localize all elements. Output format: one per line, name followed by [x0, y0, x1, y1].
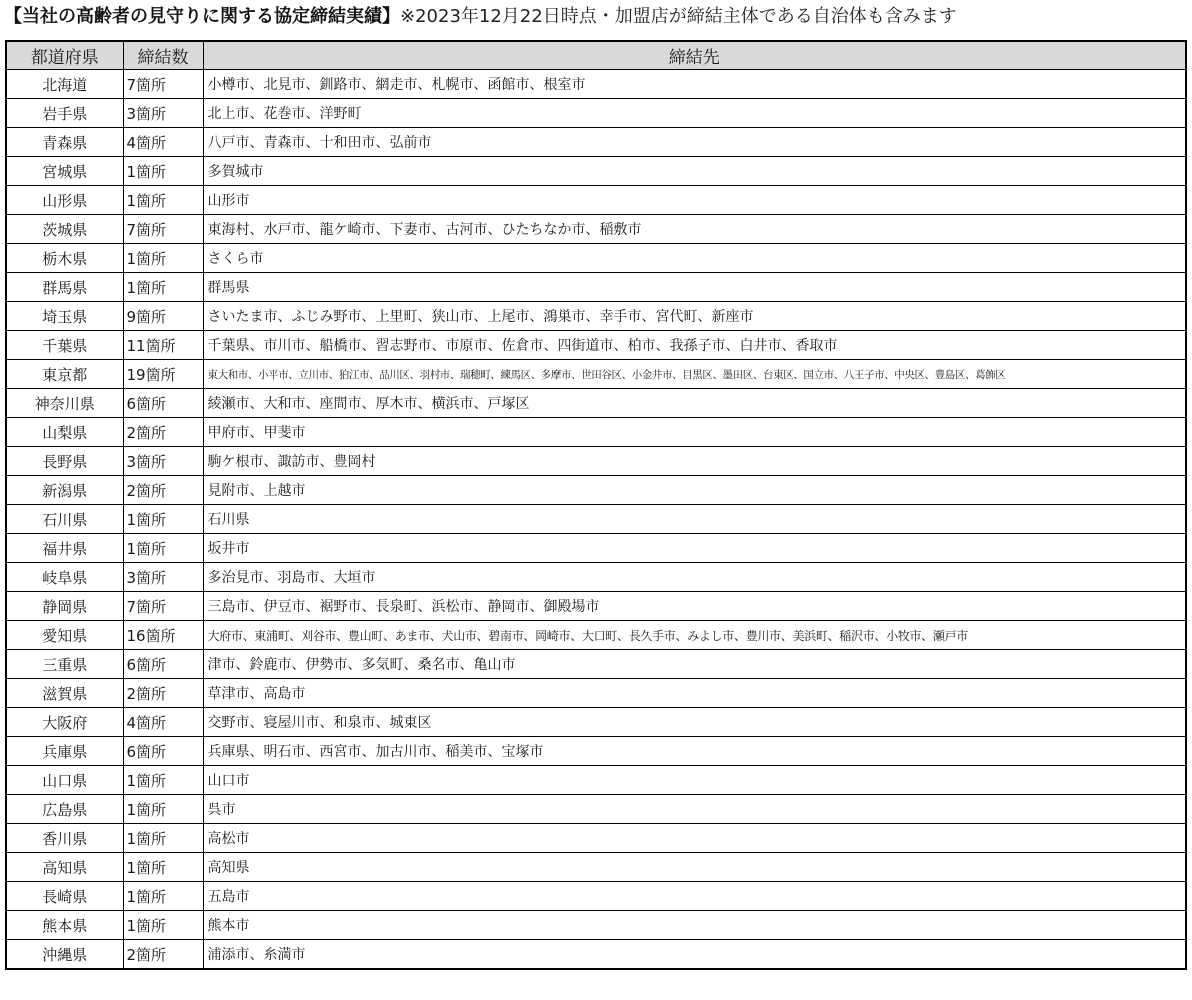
prefecture-cell: 滋賀県: [6, 679, 123, 708]
prefecture-cell: 岩手県: [6, 99, 123, 128]
partners-cell: 五島市: [203, 882, 1186, 911]
prefecture-cell: 福井県: [6, 534, 123, 563]
table-row: [6, 708, 1186, 737]
prefecture-cell: 岐阜県: [6, 563, 123, 592]
count-cell: 7箇所: [123, 215, 203, 244]
count-cell: 7箇所: [123, 70, 203, 99]
prefecture-cell: 埼玉県: [6, 302, 123, 331]
partners-cell: 高松市: [203, 824, 1186, 853]
count-cell: 4箇所: [123, 128, 203, 157]
count-cell: 2箇所: [123, 679, 203, 708]
count-cell: 7箇所: [123, 592, 203, 621]
table-row: [6, 940, 1186, 970]
prefecture-cell: 高知県: [6, 853, 123, 882]
prefecture-cell: 新潟県: [6, 476, 123, 505]
prefecture-cell: 茨城県: [6, 215, 123, 244]
prefecture-cell: 宮城県: [6, 157, 123, 186]
table-row: [6, 592, 1186, 621]
table-row: [6, 563, 1186, 592]
partners-cell: 交野市、寝屋川市、和泉市、城東区: [203, 708, 1186, 737]
prefecture-cell: 千葉県: [6, 331, 123, 360]
count-cell: 6箇所: [123, 737, 203, 766]
prefecture-cell: 北海道: [6, 70, 123, 99]
table-row: [6, 389, 1186, 418]
prefecture-cell: 大阪府: [6, 708, 123, 737]
prefecture-cell: 青森県: [6, 128, 123, 157]
count-cell: 3箇所: [123, 447, 203, 476]
count-cell: 1箇所: [123, 911, 203, 940]
count-cell: 9箇所: [123, 302, 203, 331]
table-row: [6, 447, 1186, 476]
partners-cell: 石川県: [203, 505, 1186, 534]
partners-cell: 甲府市、甲斐市: [203, 418, 1186, 447]
prefecture-cell: 長野県: [6, 447, 123, 476]
table-row: [6, 476, 1186, 505]
partners-cell: 多治見市、羽島市、大垣市: [203, 563, 1186, 592]
partners-cell: 東大和市、小平市、立川市、狛江市、品川区、羽村市、瑞穂町、練馬区、多摩市、世田谷区、小金井市、目黒区、墨田区、台東区、国立市、八王子市、中央区、豊島区、葛飾区: [203, 360, 1186, 389]
prefecture-cell: 長崎県: [6, 882, 123, 911]
partners-cell: 北上市、花巻市、洋野町: [203, 99, 1186, 128]
table-row: [6, 534, 1186, 563]
header-count: 締結数: [123, 41, 203, 70]
table-row: [6, 302, 1186, 331]
prefecture-cell: 山口県: [6, 766, 123, 795]
table-row: [6, 650, 1186, 679]
count-cell: 1箇所: [123, 505, 203, 534]
table-header: [6, 41, 1186, 70]
partners-cell: 高知県: [203, 853, 1186, 882]
prefecture-cell: 山形県: [6, 186, 123, 215]
prefecture-cell: 香川県: [6, 824, 123, 853]
table-row: [6, 882, 1186, 911]
count-cell: 1箇所: [123, 882, 203, 911]
partners-cell: 坂井市: [203, 534, 1186, 563]
prefecture-cell: 神奈川県: [6, 389, 123, 418]
count-cell: 16箇所: [123, 621, 203, 650]
prefecture-cell: 沖縄県: [6, 940, 123, 970]
partners-cell: 小樽市、北見市、釧路市、網走市、札幌市、函館市、根室市: [203, 70, 1186, 99]
table-row: [6, 679, 1186, 708]
count-cell: 6箇所: [123, 389, 203, 418]
prefecture-cell: 山梨県: [6, 418, 123, 447]
count-cell: 1箇所: [123, 186, 203, 215]
prefecture-cell: 群馬県: [6, 273, 123, 302]
table-row: [6, 186, 1186, 215]
count-cell: 11箇所: [123, 331, 203, 360]
partners-cell: 兵庫県、明石市、西宮市、加古川市、稲美市、宝塚市: [203, 737, 1186, 766]
header-prefecture: 都道府県: [6, 41, 123, 70]
prefecture-cell: 東京都: [6, 360, 123, 389]
count-cell: 2箇所: [123, 476, 203, 505]
prefecture-cell: 石川県: [6, 505, 123, 534]
table-row: [6, 737, 1186, 766]
table-row: [6, 360, 1186, 389]
header-partners: 締結先: [203, 41, 1186, 70]
count-cell: 1箇所: [123, 244, 203, 273]
partners-cell: 駒ケ根市、諏訪市、豊岡村: [203, 447, 1186, 476]
table-row: [6, 621, 1186, 650]
table-row: [6, 99, 1186, 128]
table-row: [6, 853, 1186, 882]
table-row: [6, 70, 1186, 99]
prefecture-cell: 栃木県: [6, 244, 123, 273]
count-cell: 1箇所: [123, 853, 203, 882]
partners-cell: 多賀城市: [203, 157, 1186, 186]
partners-cell: 草津市、高島市: [203, 679, 1186, 708]
count-cell: 1箇所: [123, 157, 203, 186]
partners-cell: 東海村、水戸市、龍ケ崎市、下妻市、古河市、ひたちなか市、稲敷市: [203, 215, 1186, 244]
partners-cell: 山形市: [203, 186, 1186, 215]
count-cell: 1箇所: [123, 795, 203, 824]
count-cell: 2箇所: [123, 940, 203, 970]
count-cell: 1箇所: [123, 273, 203, 302]
table-row: [6, 795, 1186, 824]
count-cell: 2箇所: [123, 418, 203, 447]
document-note: ※2023年12月22日時点・加盟店が締結主体である自治体も含みます: [400, 6, 957, 27]
count-cell: 4箇所: [123, 708, 203, 737]
table-row: [6, 244, 1186, 273]
partners-cell: 綾瀬市、大和市、座間市、厚木市、横浜市、戸塚区: [203, 389, 1186, 418]
partners-cell: 呉市: [203, 795, 1186, 824]
prefecture-cell: 広島県: [6, 795, 123, 824]
partners-cell: 津市、鈴鹿市、伊勢市、多気町、桑名市、亀山市: [203, 650, 1186, 679]
table-row: [6, 215, 1186, 244]
partners-cell: 群馬県: [203, 273, 1186, 302]
table-row: [6, 128, 1186, 157]
document-title: 【当社の高齢者の見守りに関する協定締結実績】: [4, 6, 400, 27]
prefecture-cell: 愛知県: [6, 621, 123, 650]
prefecture-cell: 静岡県: [6, 592, 123, 621]
partners-cell: 山口市: [203, 766, 1186, 795]
table-row: [6, 505, 1186, 534]
prefecture-cell: 熊本県: [6, 911, 123, 940]
partners-cell: さくら市: [203, 244, 1186, 273]
partners-cell: 千葉県、市川市、船橋市、習志野市、市原市、佐倉市、四街道市、柏市、我孫子市、白井市、香取市: [203, 331, 1186, 360]
table-header-row: [6, 41, 1186, 70]
table-row: [6, 766, 1186, 795]
count-cell: 1箇所: [123, 534, 203, 563]
count-cell: 1箇所: [123, 766, 203, 795]
partners-cell: 浦添市、糸満市: [203, 940, 1186, 970]
prefecture-cell: 兵庫県: [6, 737, 123, 766]
table-row: [6, 157, 1186, 186]
agreement-table: [5, 40, 1187, 970]
count-cell: 1箇所: [123, 824, 203, 853]
table-row: [6, 273, 1186, 302]
count-cell: 3箇所: [123, 563, 203, 592]
partners-cell: 大府市、東浦町、刈谷市、豊山町、あま市、犬山市、碧南市、岡崎市、大口町、長久手市、みよし市、豊川市、美浜町、稲沢市、小牧市、瀬戸市: [203, 621, 1186, 650]
document-heading: [4, 2, 957, 36]
partners-cell: 三島市、伊豆市、裾野市、長泉町、浜松市、静岡市、御殿場市: [203, 592, 1186, 621]
prefecture-cell: 三重県: [6, 650, 123, 679]
table-row: [6, 911, 1186, 940]
count-cell: 6箇所: [123, 650, 203, 679]
count-cell: 3箇所: [123, 99, 203, 128]
count-cell: 19箇所: [123, 360, 203, 389]
partners-cell: 見附市、上越市: [203, 476, 1186, 505]
partners-cell: さいたま市、ふじみ野市、上里町、狭山市、上尾市、鴻巣市、幸手市、宮代町、新座市: [203, 302, 1186, 331]
table-row: [6, 418, 1186, 447]
partners-cell: 八戸市、青森市、十和田市、弘前市: [203, 128, 1186, 157]
table-body: [6, 70, 1186, 970]
table-row: [6, 331, 1186, 360]
partners-cell: 熊本市: [203, 911, 1186, 940]
table-row: [6, 824, 1186, 853]
